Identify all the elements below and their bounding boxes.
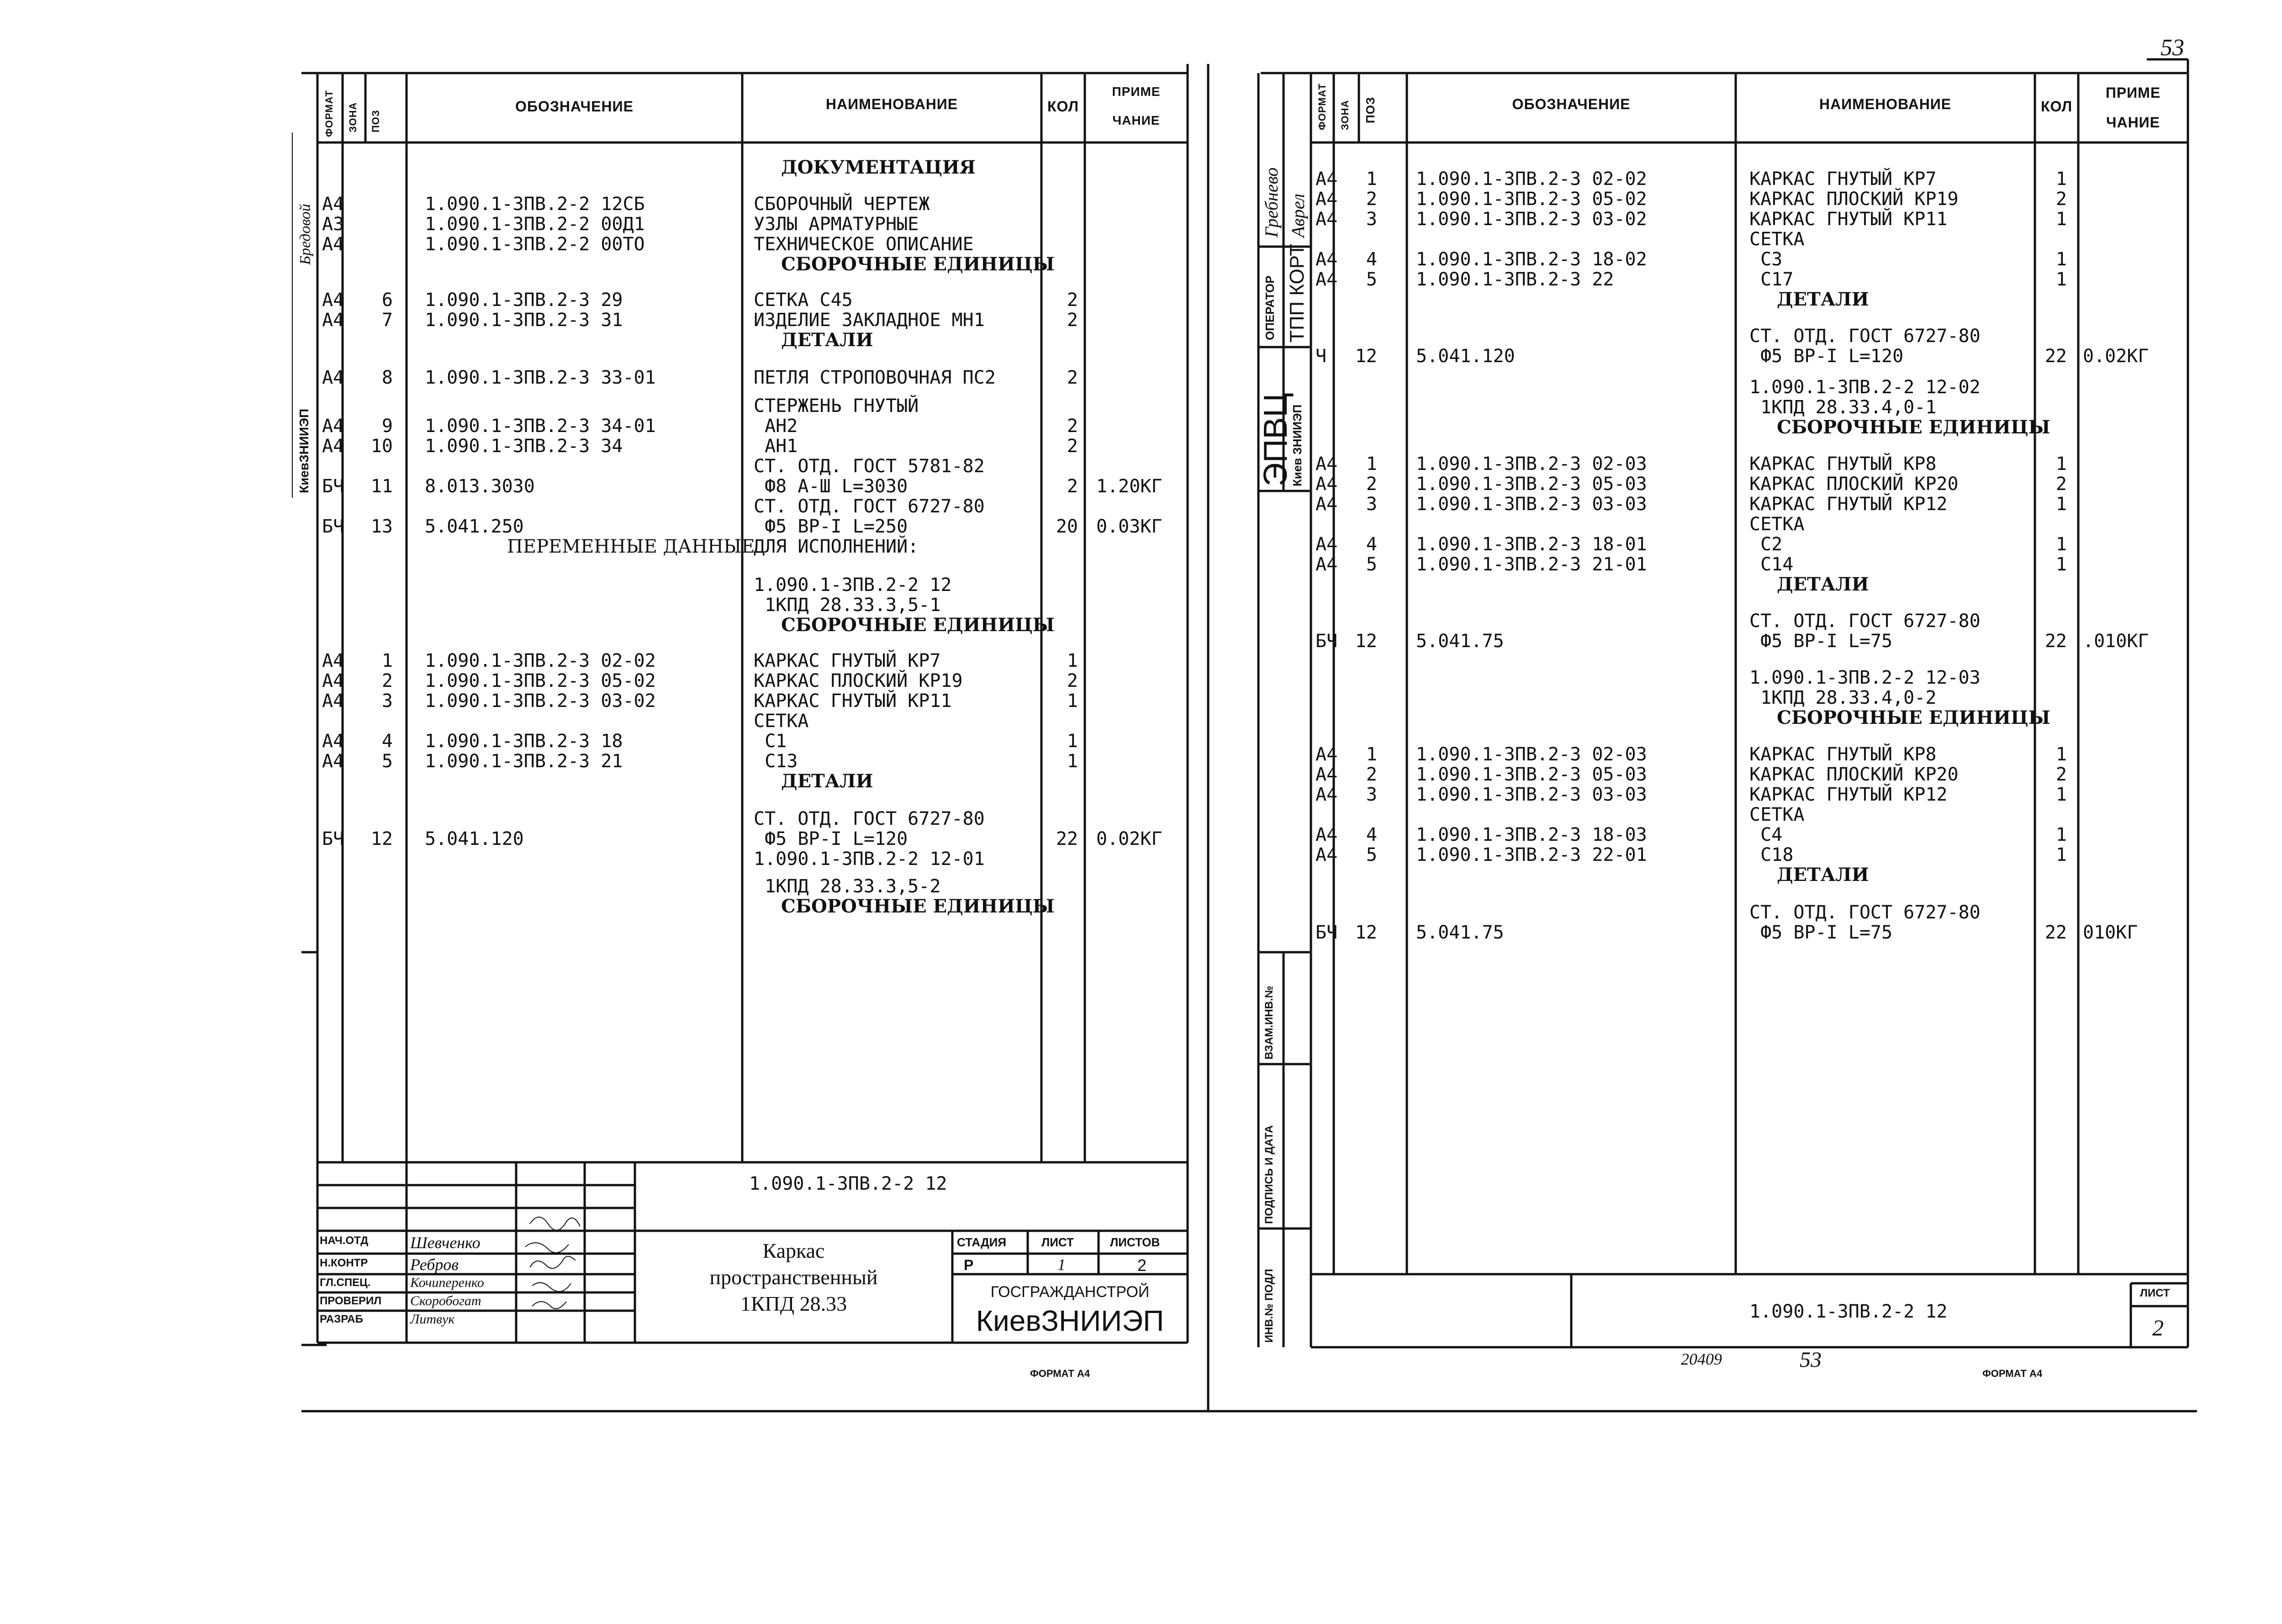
row-format: БЧ xyxy=(1315,922,1338,943)
left-vertical-org: КиевЗНИИЭП xyxy=(297,408,311,493)
row-name: СТ. ОТД. ГОСТ 6727-80 xyxy=(1749,611,1981,632)
stamp-sheets: 2 xyxy=(1137,1256,1147,1275)
left-format-label: ФОРМАТ А4 xyxy=(1030,1368,1090,1379)
row-name: 1КПД 28.33.4,0-1 xyxy=(1749,397,1937,418)
row-name: Ф5 ВР-I L=75 xyxy=(1749,922,1893,943)
row-designation: 1.090.1-3ПВ.2-3 02-03 xyxy=(1416,453,1647,475)
header-format: ФОРМАТ xyxy=(323,90,335,137)
stamp-title-line-1: Каркас xyxy=(762,1239,825,1262)
row-name: ПЕТЛЯ СТРОПОВОЧНАЯ ПС2 xyxy=(754,367,996,388)
row-pos: 9 xyxy=(381,416,393,437)
row-name: ДЕТАЛИ xyxy=(1777,574,1869,595)
stamp-role-1: НАЧ.ОТД xyxy=(320,1234,369,1247)
header-note1-right: ПРИМЕ xyxy=(2105,84,2161,101)
row-format: А4 xyxy=(1315,453,1338,475)
stamp-role-3: ГЛ.СПЕЦ. xyxy=(320,1276,371,1289)
row-format: А4 xyxy=(1315,249,1338,270)
stamp-name-5: Литвук xyxy=(410,1312,455,1327)
stamp-sheet: 1 xyxy=(1057,1255,1066,1274)
row-note: 1.20КГ xyxy=(1096,476,1162,497)
row-name: ДОКУМЕНТАЦИЯ xyxy=(781,157,976,178)
header-note1: ПРИМЕ xyxy=(1112,84,1161,99)
row-pos: 1 xyxy=(1366,169,1377,190)
row-pos: 2 xyxy=(381,670,393,691)
row-format: А4 xyxy=(1315,269,1338,290)
row-name: Ф5 ВР-I L=120 xyxy=(1749,346,1904,367)
row-format: А4 xyxy=(1315,534,1338,555)
row-format: А4 xyxy=(1315,824,1338,845)
row-name: С4 xyxy=(1749,824,1783,845)
row-name: Ф5 ВР-I L=250 xyxy=(754,516,908,537)
row-name: СБОРОЧНЫЕ ЕДИНИЦЫ xyxy=(1777,707,2050,728)
row-pos: 1 xyxy=(1366,744,1377,765)
row-designation: 1.090.1-3ПВ.2-3 18-01 xyxy=(1416,534,1647,555)
row-qty: 1 xyxy=(1067,731,1078,752)
header-zone: ЗОНА xyxy=(347,102,359,132)
row-name: С13 xyxy=(754,751,798,772)
row-name: ДЛЯ ИСПОЛНЕНИЙ: xyxy=(754,536,919,557)
right-side-inv: ИНВ.№ ПОДЛ xyxy=(1263,1269,1275,1343)
row-qty: 1 xyxy=(2055,844,2067,865)
row-qty: 1 xyxy=(2055,169,2067,190)
row-name: С3 xyxy=(1749,249,1783,270)
row-name: СЕТКА xyxy=(1749,229,1805,250)
header-name: НАИМЕНОВАНИЕ xyxy=(825,96,958,112)
row-name: 1КПД 28.33.4,0-2 xyxy=(1749,687,1937,708)
row-format: БЧ xyxy=(322,476,344,497)
stamp-name-2: Ребров xyxy=(410,1255,459,1274)
header-note2-right: ЧАНИЕ xyxy=(2106,114,2161,131)
row-designation: 1.090.1-3ПВ.2-2 00Д1 xyxy=(425,214,645,235)
row-pos: 4 xyxy=(1366,534,1377,555)
row-designation: 1.090.1-3ПВ.2-3 18-02 xyxy=(1416,249,1647,270)
row-designation: 1.090.1-3ПВ.2-3 05-03 xyxy=(1416,474,1647,495)
stamp-title xyxy=(635,1238,952,1317)
row-designation: 1.090.1-3ПВ.2-3 03-03 xyxy=(1416,784,1647,805)
row-designation: 1.090.1-3ПВ.2-3 21-01 xyxy=(1416,554,1647,575)
right-side-vzam: ВЗАМ.ИНВ.№ xyxy=(1263,986,1275,1060)
row-pos: 5 xyxy=(381,751,393,772)
row-format: А4 xyxy=(1315,209,1338,230)
right-stamp-sheet: 2 xyxy=(2152,1315,2164,1340)
row-name: УЗЛЫ АРМАТУРНЫЕ xyxy=(754,214,919,235)
row-name: 1КПД 28.33.3,5-1 xyxy=(754,595,941,616)
row-pos: 4 xyxy=(1366,249,1377,270)
row-format: А4 xyxy=(1315,474,1338,495)
row-qty: 2 xyxy=(1067,367,1078,388)
header-designation: ОБОЗНАЧЕНИЕ xyxy=(515,98,634,115)
row-format: А4 xyxy=(322,751,344,772)
row-format: А4 xyxy=(322,650,344,671)
row-format: А4 xyxy=(1315,169,1338,190)
row-format: А4 xyxy=(322,436,344,457)
row-pos: 2 xyxy=(1366,474,1377,495)
row-name: КАРКАС ПЛОСКИЙ КР19 xyxy=(754,670,963,691)
row-name: КАРКАС ГНУТЫЙ КР11 xyxy=(754,691,952,712)
row-name: АН2 xyxy=(754,416,798,437)
stamp-title-line-3: 1КПД 28.33 xyxy=(740,1292,847,1315)
row-name: Ф5 ВР-I L=120 xyxy=(754,828,908,849)
row-format: А4 xyxy=(1315,494,1338,515)
stamp-role-5: РАЗРАБ xyxy=(320,1313,363,1325)
row-qty: 1 xyxy=(1067,650,1078,671)
row-format: А4 xyxy=(1315,784,1338,805)
row-designation: 5.041.75 xyxy=(1416,631,1504,652)
row-designation: 5.041.120 xyxy=(425,828,524,849)
row-format: БЧ xyxy=(322,828,344,849)
row-note: .010КГ xyxy=(2083,631,2149,652)
row-pos: 3 xyxy=(381,691,393,712)
row-name: СБОРОЧНЫЕ ЕДИНИЦЫ xyxy=(781,614,1055,636)
row-pos: 1 xyxy=(381,650,393,671)
stamp-name-4: Скоробогат xyxy=(410,1293,481,1308)
row-name: 1.090.1-3ПВ.2-2 12-02 xyxy=(1749,377,1981,398)
row-name: СЕТКА xyxy=(1749,514,1805,535)
row-designation: 1.090.1-3ПВ.2-3 34 xyxy=(425,436,623,457)
row-format: А4 xyxy=(322,416,344,437)
header-designation-right: ОБОЗНАЧЕНИЕ xyxy=(1512,96,1631,112)
row-name: КАРКАС ПЛОСКИЙ КР20 xyxy=(1749,474,1959,495)
row-designation: 1.090.1-3ПВ.2-3 29 xyxy=(425,290,623,311)
right-side-tpp: ТПП КОРТ xyxy=(1286,244,1308,343)
row-pos: 5 xyxy=(1366,844,1377,865)
row-qty: 22 xyxy=(2044,346,2067,367)
row-format: А4 xyxy=(322,310,344,331)
row-name: ДЕТАЛИ xyxy=(781,770,873,792)
row-note: 0.03КГ xyxy=(1096,516,1162,537)
row-pos: 10 xyxy=(370,436,393,457)
row-pos: 2 xyxy=(1366,764,1377,785)
row-name: КАРКАС ГНУТЫЙ КР7 xyxy=(1749,169,1937,190)
right-side-operator: ОПЕРАТОР xyxy=(1263,275,1277,340)
row-qty: 1 xyxy=(2055,554,2067,575)
left-vertical-hand: Бредовой xyxy=(297,204,314,265)
right-stamp-doc-number: 1.090.1-3ПВ.2-2 12 xyxy=(1749,1301,1948,1322)
row-qty: 1 xyxy=(2055,784,2067,805)
row-qty: 1 xyxy=(1067,691,1078,712)
stamp-sheet-label: ЛИСТ xyxy=(1041,1235,1074,1249)
row-designation: 5.041.250 xyxy=(425,516,524,537)
header-pos-right: ПОЗ xyxy=(1363,96,1377,123)
row-name: СБОРОЧНЫЕ ЕДИНИЦЫ xyxy=(1777,417,2050,438)
right-format-label: ФОРМАТ А4 xyxy=(1982,1368,2043,1379)
row-qty: 2 xyxy=(1067,436,1078,457)
row-pos: 3 xyxy=(1366,209,1377,230)
row-format: А4 xyxy=(322,234,344,255)
row-name: КАРКАС ГНУТЫЙ КР8 xyxy=(1749,744,1937,765)
row-qty: 2 xyxy=(2055,764,2067,785)
right-side-podp: ПОДПИСЬ И ДАТА xyxy=(1263,1125,1275,1224)
row-designation: 1.090.1-3ПВ.2-3 05-02 xyxy=(425,670,656,691)
row-format: А4 xyxy=(322,731,344,752)
row-format: А4 xyxy=(322,670,344,691)
row-pos: 11 xyxy=(370,476,393,497)
row-name: КАРКАС ГНУТЫЙ КР12 xyxy=(1749,494,1948,515)
row-name: С2 xyxy=(1749,534,1783,555)
row-pos: 12 xyxy=(1355,922,1377,943)
row-name: ДЕТАЛИ xyxy=(781,329,873,351)
row-name: КАРКАС ПЛОСКИЙ КР19 xyxy=(1749,189,1959,210)
row-name: С14 xyxy=(1749,554,1794,575)
row-pos: 12 xyxy=(1355,631,1377,652)
stamp-org1: ГОСГРАЖДАНСТРОЙ xyxy=(990,1283,1150,1301)
header-qty: КОЛ xyxy=(1047,98,1079,115)
header-name-right: НАИМЕНОВАНИЕ xyxy=(1819,96,1952,112)
row-designation: 1.090.1-3ПВ.2-3 33-01 xyxy=(425,367,656,388)
row-note: 010КГ xyxy=(2083,922,2138,943)
row-designation: 1.090.1-3ПВ.2-3 05-02 xyxy=(1416,189,1647,210)
row-qty: 2 xyxy=(1067,310,1078,331)
row-qty: 2 xyxy=(1067,476,1078,497)
row-pos: 4 xyxy=(1366,824,1377,845)
row-format: А4 xyxy=(1315,189,1338,210)
stamp-name-1: Шевченко xyxy=(410,1234,481,1252)
row-designation: 1.090.1-3ПВ.2-3 22 xyxy=(1416,269,1614,290)
row-name: КАРКАС ГНУТЫЙ КР7 xyxy=(754,650,941,671)
row-pos: 7 xyxy=(381,310,393,331)
row-designation: 1.090.1-3ПВ.2-3 02-02 xyxy=(1416,169,1647,190)
row-name: Ф8 А-Ш L=3030 xyxy=(754,476,908,497)
row-qty: 2 xyxy=(2055,474,2067,495)
row-designation: 1.090.1-3ПВ.2-3 02-03 xyxy=(1416,744,1647,765)
row-name: КАРКАС ГНУТЫЙ КР11 xyxy=(1749,209,1948,230)
row-name: СТ. ОТД. ГОСТ 5781-82 xyxy=(754,456,985,477)
row-name: С18 xyxy=(1749,844,1794,865)
row-designation: 1.090.1-3ПВ.2-3 03-03 xyxy=(1416,494,1647,515)
row-name: АН1 xyxy=(754,436,798,457)
row-name: ТЕХНИЧЕСКОЕ ОПИСАНИЕ xyxy=(754,234,974,255)
row-designation: 1.090.1-3ПВ.2-3 18 xyxy=(425,731,623,752)
row-designation: 1.090.1-3ПВ.2-3 03-02 xyxy=(425,691,656,712)
stamp-role-4: ПРОВЕРИЛ xyxy=(320,1295,382,1307)
row-name: 1.090.1-3ПВ.2-2 12-03 xyxy=(1749,667,1981,688)
row-designation: 1.090.1-3ПВ.2-3 31 xyxy=(425,310,623,331)
row-pos: 1 xyxy=(1366,453,1377,475)
row-format: А4 xyxy=(322,194,344,215)
corner-page-number: 53 xyxy=(2161,35,2184,61)
row-format: Ч xyxy=(1315,346,1327,367)
row-designation: 1.090.1-3ПВ.2-2 00ТО xyxy=(425,234,645,255)
row-qty: 20 xyxy=(1056,516,1078,537)
right-side-epvc: ЭПВЦ xyxy=(1257,393,1294,486)
row-designation: 1.090.1-3ПВ.2-3 22-01 xyxy=(1416,844,1647,865)
row-format: А4 xyxy=(322,290,344,311)
row-qty: 1 xyxy=(2055,744,2067,765)
row-name: СЕТКА С45 xyxy=(754,290,853,311)
row-pos: 3 xyxy=(1366,494,1377,515)
row-format: А4 xyxy=(1315,844,1338,865)
row-pos: 8 xyxy=(381,367,393,388)
row-name: КАРКАС ПЛОСКИЙ КР20 xyxy=(1749,764,1959,785)
row-designation: 1.090.1-3ПВ.2-3 21 xyxy=(425,751,623,772)
header-pos: ПОЗ xyxy=(370,110,381,132)
row-name: ИЗДЕЛИЕ ЗАКЛАДНОЕ МН1 xyxy=(754,310,985,331)
stamp-stage: Р xyxy=(964,1257,974,1273)
row-pos: 4 xyxy=(381,731,393,752)
header-zone-right: ЗОНА xyxy=(1339,100,1351,130)
row-format: А4 xyxy=(322,691,344,712)
row-name: 1.090.1-3ПВ.2-2 12-01 xyxy=(754,849,985,870)
row-designation: 1.090.1-3ПВ.2-3 03-02 xyxy=(1416,209,1647,230)
row-format: А3 xyxy=(322,214,344,235)
stamp-org2: КиевЗНИИЭП xyxy=(976,1304,1164,1337)
row-qty: 2 xyxy=(1067,290,1078,311)
right-stamp-sheet-label: ЛИСТ xyxy=(2140,1287,2170,1299)
right-page-hand: 53 xyxy=(1800,1348,1822,1372)
row-designation: 1.090.1-3ПВ.2-3 02-02 xyxy=(425,650,656,671)
row-format: А4 xyxy=(322,367,344,388)
row-pos: 5 xyxy=(1366,554,1377,575)
row-name: С1 xyxy=(754,731,787,752)
row-name: СТ. ОТД. ГОСТ 6727-80 xyxy=(754,496,985,517)
row-qty: 22 xyxy=(2044,631,2067,652)
row-qty: 1 xyxy=(2055,534,2067,555)
right-side-hand1: Гребнево xyxy=(1261,167,1282,237)
row-designation: ПЕРЕМЕННЫЕ ДАННЫЕ xyxy=(507,536,755,557)
row-qty: 2 xyxy=(1067,670,1078,691)
row-name: СБОРОЧНЫЙ ЧЕРТЕЖ xyxy=(754,194,930,215)
row-name: КАРКАС ГНУТЫЙ КР8 xyxy=(1749,453,1937,475)
row-qty: 22 xyxy=(1056,828,1078,849)
header-format-right: ФОРМАТ xyxy=(1316,83,1328,130)
row-name: СБОРОЧНЫЕ ЕДИНИЦЫ xyxy=(781,253,1055,275)
row-pos: 12 xyxy=(370,828,393,849)
right-side-kiev: Киев ЗНИИЭП xyxy=(1290,404,1304,486)
row-note: 0.02КГ xyxy=(2083,346,2149,367)
row-qty: 1 xyxy=(2055,249,2067,270)
row-qty: 1 xyxy=(2055,269,2067,290)
row-name: СБОРОЧНЫЕ ЕДИНИЦЫ xyxy=(781,896,1055,917)
row-name: СЕТКА xyxy=(1749,804,1805,825)
row-name: Ф5 ВР-I L=75 xyxy=(1749,631,1893,652)
header-note2: ЧАНИЕ xyxy=(1112,113,1160,127)
right-side-hand2: Аврел xyxy=(1288,194,1308,237)
row-name: С17 xyxy=(1749,269,1794,290)
row-pos: 6 xyxy=(381,290,393,311)
row-format: БЧ xyxy=(1315,631,1338,652)
stamp-role-2: Н.КОНТР xyxy=(320,1257,368,1269)
row-qty: 1 xyxy=(1067,751,1078,772)
row-name: 1КПД 28.33.3,5-2 xyxy=(754,876,941,897)
row-name: СТ. ОТД. ГОСТ 6727-80 xyxy=(1749,902,1981,923)
row-qty: 22 xyxy=(2044,922,2067,943)
right-inv-number: 20409 xyxy=(1681,1350,1722,1368)
row-name: СЕТКА xyxy=(754,711,809,732)
row-name: СТ. ОТД. ГОСТ 6727-80 xyxy=(1749,326,1981,347)
stamp-name-3: Кочиперенко xyxy=(410,1275,484,1290)
row-format: А4 xyxy=(1315,554,1338,575)
row-name: КАРКАС ГНУТЫЙ КР12 xyxy=(1749,784,1948,805)
row-format: А4 xyxy=(1315,764,1338,785)
row-name: ДЕТАЛИ xyxy=(1777,289,1869,310)
stamp-stage-label: СТАДИЯ xyxy=(957,1235,1007,1249)
row-pos: 13 xyxy=(370,516,393,537)
row-name: ДЕТАЛИ xyxy=(1777,864,1869,886)
row-pos: 12 xyxy=(1355,346,1377,367)
row-designation: 1.090.1-3ПВ.2-3 05-03 xyxy=(1416,764,1647,785)
row-designation: 1.090.1-3ПВ.2-2 12СБ xyxy=(425,194,645,215)
row-qty: 1 xyxy=(2055,453,2067,475)
row-designation: 1.090.1-3ПВ.2-3 18-03 xyxy=(1416,824,1647,845)
row-designation: 1.090.1-3ПВ.2-3 34-01 xyxy=(425,416,656,437)
row-qty: 2 xyxy=(2055,189,2067,210)
row-name: СТ. ОТД. ГОСТ 6727-80 xyxy=(754,808,985,829)
row-designation: 5.041.120 xyxy=(1416,346,1515,367)
row-designation: 5.041.75 xyxy=(1416,922,1504,943)
row-qty: 1 xyxy=(2055,824,2067,845)
row-qty: 1 xyxy=(2055,209,2067,230)
row-format: БЧ xyxy=(322,516,344,537)
row-pos: 3 xyxy=(1366,784,1377,805)
row-pos: 2 xyxy=(1366,189,1377,210)
stamp-title-line-2: пространственный xyxy=(709,1265,878,1289)
row-note: 0.02КГ xyxy=(1096,828,1162,849)
row-name: СТЕРЖЕНЬ ГНУТЫЙ xyxy=(754,395,919,417)
row-format: А4 xyxy=(1315,744,1338,765)
stamp-doc-number: 1.090.1-3ПВ.2-2 12 xyxy=(749,1173,947,1194)
header-qty-right: КОЛ xyxy=(2040,98,2073,115)
row-designation: 8.013.3030 xyxy=(425,476,535,497)
row-pos: 5 xyxy=(1366,269,1377,290)
row-qty: 2 xyxy=(1067,416,1078,437)
stamp-sheets-label: ЛИСТОВ xyxy=(1110,1235,1160,1249)
row-qty: 1 xyxy=(2055,494,2067,515)
row-name: 1.090.1-3ПВ.2-2 12 xyxy=(754,575,952,596)
